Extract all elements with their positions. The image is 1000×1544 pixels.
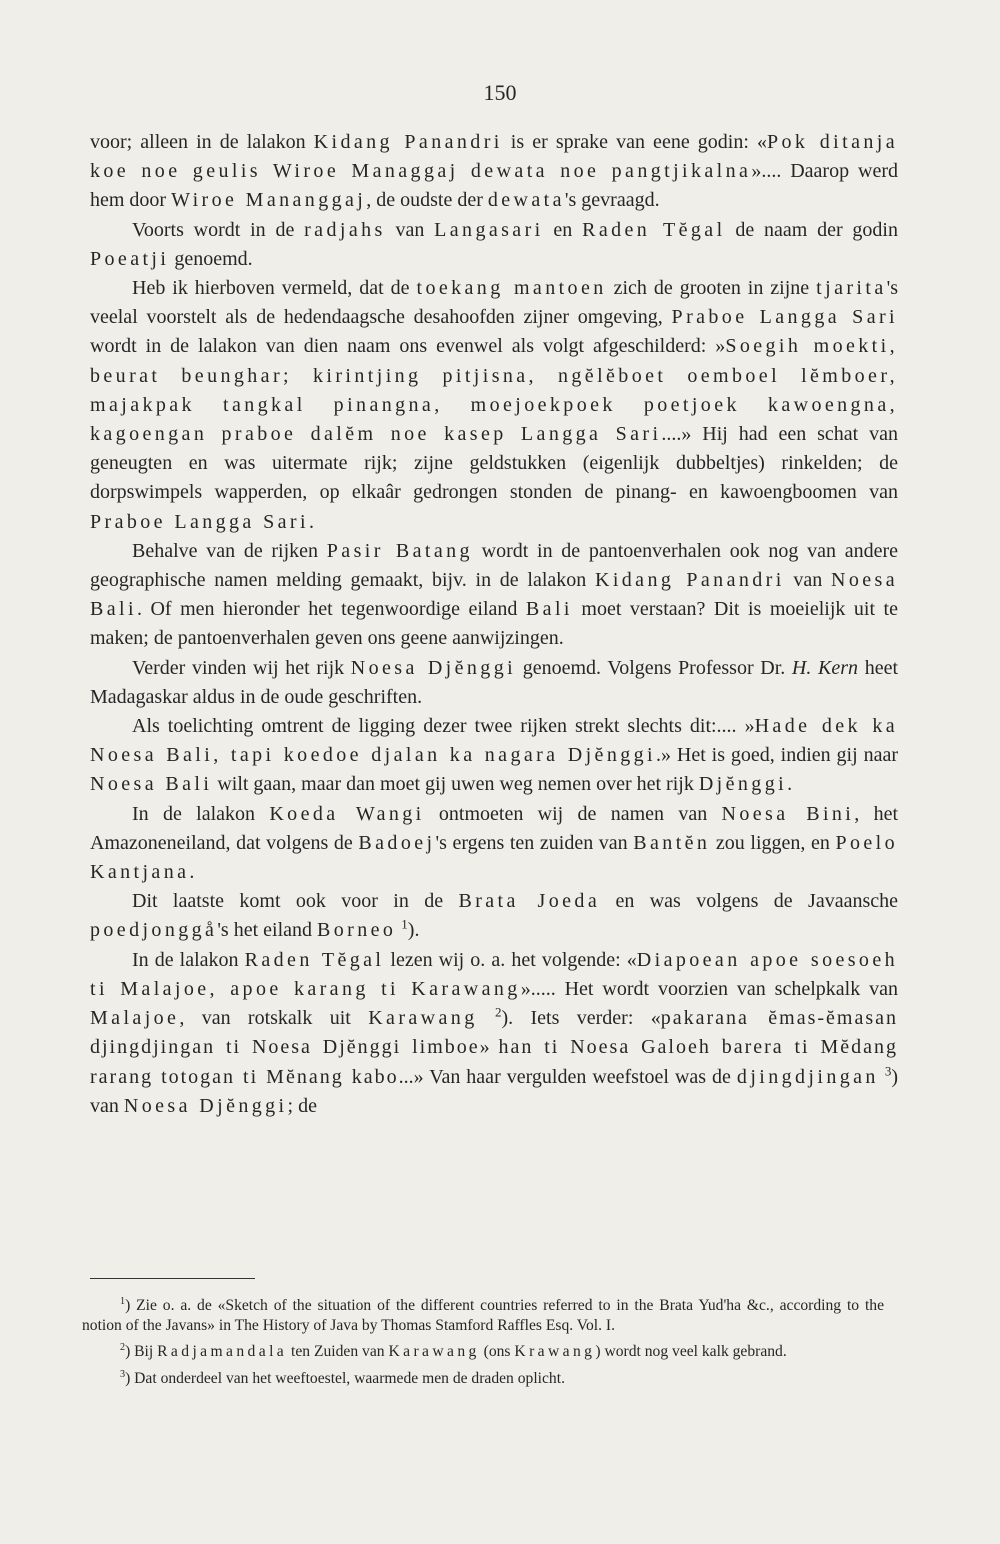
- text-run: voor; alleen in de lalakon: [90, 131, 314, 153]
- text-run: ) Dat onderdeel van het weeftoestel, waarmede men de draden oplicht.: [125, 1369, 565, 1387]
- text-run: ).: [407, 919, 420, 942]
- author-name: H. Kern: [791, 656, 859, 679]
- paragraph: [90, 887, 898, 945]
- footnote: [82, 1296, 884, 1336]
- text-run: ten Zuiden van: [287, 1343, 389, 1361]
- footnote-separator: [90, 1278, 255, 1279]
- text-run: .: [787, 773, 793, 796]
- text-run: wordt in de pantoenverhalen ook nog van andere geographische namen melding gemaakt, bijv. in de lalakon: [90, 539, 899, 592]
- text-run: ; de: [287, 1094, 317, 1117]
- text-run: Als toelichting omtrent de ligging dezer twee rijken strekt slechts dit:.... »: [132, 715, 755, 738]
- text-run: »..... Het wordt voorzien van schelpkalk van: [520, 977, 898, 1000]
- text-run: ). Iets verder: «: [501, 1007, 661, 1030]
- paragraph: [90, 946, 898, 1121]
- text-run: wilt gaan, maar dan moet gij uwen weg nemen over het rijk: [212, 773, 699, 796]
- footnote-marker: 1: [401, 916, 408, 932]
- spaced-term: Wiroe Mananggaj: [171, 189, 367, 212]
- spaced-term: Krawang: [514, 1343, 596, 1361]
- paragraph: [90, 537, 898, 654]
- text-run: .» Het is goed, indien gij naar: [656, 744, 898, 767]
- spaced-term: Noesa Bali: [90, 773, 213, 796]
- text-run: van: [385, 218, 435, 241]
- spaced-term: Poeatji: [90, 247, 170, 270]
- spaced-term: pakarana ĕmas-ĕmasan djingdjingan ti Noesa Djĕnggi limboe: [90, 1007, 899, 1059]
- text-run: ....» Hij had een schat van geneugten en was uitermate rijk; zijne geldstukken (eigenlijk dubbeltjes) rinkelden; de dorpswimpels wapperden, op elkaâr gedrongen stonden de pinang- en kawoengboomen van: [90, 423, 898, 504]
- spaced-term: Langasari: [434, 218, 544, 241]
- text-run: , de oudste der: [366, 189, 488, 212]
- text-run: , het Amazoneneiland, dat volgens de: [90, 802, 899, 854]
- text-run: Verder vinden wij het rijk: [132, 656, 351, 679]
- text-run: In de lalakon: [132, 802, 270, 825]
- text-run: ...» Van haar vergulden weefstoel was de: [398, 1065, 737, 1088]
- paragraph: [90, 800, 898, 888]
- spaced-term: Karawang: [368, 1007, 478, 1030]
- spaced-term: Raden Tĕgal: [582, 218, 726, 241]
- text-run: de naam der godin: [725, 218, 898, 241]
- spaced-term: Noesa Djĕnggi: [350, 656, 517, 679]
- text-run: 's veelal voorstelt als de hedendaagsche desahoofden zijner omgeving,: [90, 277, 898, 329]
- spaced-term: Pok ditanja koe noe geulis Wiroe Managgaj dewata noe pangtjikalna: [90, 131, 898, 183]
- body-text: [90, 128, 898, 1121]
- text-run: .: [189, 861, 195, 884]
- text-run: genoemd.: [169, 247, 253, 270]
- text-run: ) van: [90, 1065, 898, 1117]
- text-run: lezen wij o. a. het volgende: «: [384, 948, 637, 971]
- spaced-term: Diapoean apoe soesoeh ti Malajoe, apoe karang ti Karawang: [90, 948, 899, 1000]
- text-run: Behalve van de rijken: [132, 539, 327, 562]
- spaced-term: dewata: [487, 189, 565, 212]
- spaced-term: radjahs: [304, 218, 386, 241]
- spaced-term: Raden Tĕgal: [244, 948, 385, 971]
- spaced-term: Karawang: [388, 1343, 480, 1361]
- footnote-marker: 2: [120, 1342, 126, 1354]
- text-run: wordt in de lalakon van dien naam ons evenwel als volgt afgeschilderd: »: [90, 335, 726, 358]
- page-number: 150: [483, 80, 517, 105]
- spaced-term: Kidang Panandri: [594, 569, 785, 592]
- text-run: en: [543, 218, 583, 241]
- spaced-term: Poelo Kantjana: [90, 831, 899, 884]
- text-run: ».... Daarop werd hem door: [90, 160, 898, 212]
- footnote-marker: 3: [120, 1368, 126, 1380]
- text-run: 's gevraagd.: [564, 189, 660, 212]
- text-run: [478, 1007, 495, 1029]
- spaced-term: Bantĕn: [633, 831, 711, 854]
- spaced-term: Noesa Djĕnggi: [123, 1094, 288, 1117]
- spaced-term: Praboe Langga Sari: [90, 510, 309, 533]
- text-run: 's ergens ten zuiden van: [435, 831, 634, 854]
- spaced-term: Soegih moekti, beurat beunghar; kirintjing pitjisna, ngĕlĕboet oemboel lĕmboer, majakpak tangkal pinangna, moejoekpoek poetjoek kawoengna, kagoengan praboe dalĕm noe kasep Langga Sari: [90, 335, 898, 446]
- spaced-term: poedjonggå: [90, 919, 218, 942]
- spaced-term: Badoej: [358, 831, 436, 854]
- spaced-term: Djĕnggi: [698, 773, 788, 796]
- text-run: is er sprake van eene godin: «: [502, 131, 767, 153]
- text-run: Heb ik hierboven vermeld, dat de: [132, 277, 417, 300]
- footnote-marker: 2: [494, 1004, 502, 1020]
- text-run: . Of men hieronder het tegenwoordige eiland: [136, 598, 526, 621]
- spaced-term: djingdjingan: [736, 1065, 879, 1088]
- spaced-term: tjarita: [816, 277, 887, 300]
- paragraph: [90, 128, 898, 216]
- text-run: Dit laatste komt ook voor in de: [132, 890, 459, 913]
- spaced-term: Malajoe: [90, 1007, 180, 1030]
- spaced-term: Praboe Langga Sari: [671, 306, 898, 329]
- spaced-term: Radjamandala: [157, 1343, 288, 1361]
- text-run: ) Bij: [125, 1343, 158, 1361]
- spaced-term: Kidang Panandri: [313, 131, 503, 153]
- text-run: van: [784, 569, 832, 592]
- text-run: (ons: [479, 1343, 515, 1361]
- spaced-term: Brata Joeda: [458, 890, 601, 913]
- spaced-term: toekang mantoen: [416, 277, 607, 300]
- text-run: moet verstaan? Dit is moeielijk uit te maken; de pantoenverhalen geven ons geene aanwijzingen.: [90, 598, 898, 650]
- text-run: genoemd. Volgens Professor Dr.: [516, 656, 792, 679]
- text-run: en was volgens de Javaansche: [600, 890, 898, 913]
- text-run: .: [308, 510, 314, 533]
- footnotes: [82, 1296, 884, 1395]
- spaced-term: Noesa Bini: [721, 802, 855, 825]
- footnote-marker: 1: [120, 1295, 126, 1307]
- text-run: ontmoeten wij de namen van: [424, 802, 722, 825]
- footnote: [82, 1369, 884, 1389]
- paragraph: [90, 216, 898, 274]
- footnote: [82, 1342, 884, 1362]
- text-run: zou liggen, en: [710, 831, 836, 854]
- spaced-term: Noesa Bali: [90, 569, 898, 621]
- text-run: »: [479, 1036, 499, 1059]
- spaced-term: Pasir Batang: [326, 539, 473, 562]
- text-run: In de lalakon: [132, 948, 245, 971]
- text-run: , van rotskalk uit: [179, 1007, 369, 1030]
- paragraph: [90, 274, 898, 537]
- spaced-term: Bali: [525, 598, 573, 621]
- text-run: heet Madagaskar aldus in de oude geschriften.: [90, 656, 898, 708]
- paragraph: [90, 712, 898, 800]
- spaced-term: Hade dek ka Noesa Bali, tapi koedoe djalan ka nagara Djĕnggi: [90, 715, 898, 767]
- text-run: Voorts wordt in de: [132, 218, 305, 241]
- paragraph: [90, 654, 898, 712]
- footnote-marker: 3: [884, 1062, 892, 1078]
- spaced-term: Koeda Wangi: [269, 802, 425, 825]
- text-run: 's het eiland: [217, 919, 317, 942]
- text-run: zich de grooten in zijne: [606, 277, 817, 300]
- text-run: ) Zie o. a. de «Sketch of the situation of the different countries referred to in the Brata Yud'ha &c., according to the notion of the Javans» in The History of Java by Thomas Stamford Raffles Esq. Vol. I.: [82, 1297, 884, 1335]
- text-run: ) wordt nog veel kalk gebrand.: [595, 1343, 787, 1361]
- spaced-term: han ti Noesa Galoeh barera ti Mĕdang rarang totogan ti Mĕnang kabo: [90, 1036, 899, 1088]
- spaced-term: Borneo: [317, 919, 397, 942]
